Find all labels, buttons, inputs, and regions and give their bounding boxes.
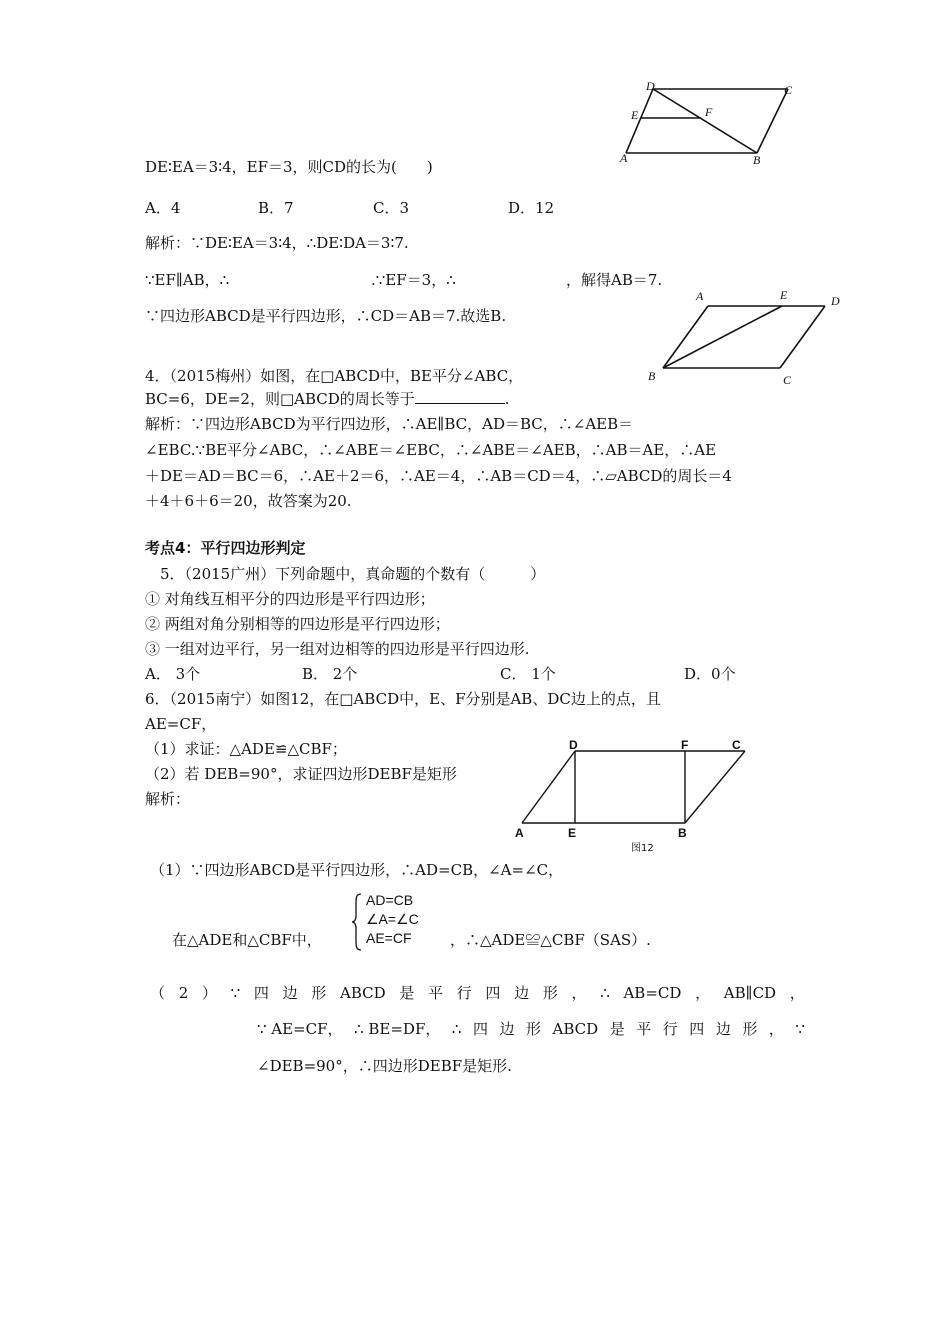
fig6-label-f: F bbox=[681, 738, 689, 752]
q5-option-b: B． 2个 bbox=[302, 665, 358, 683]
q3-solution-2a: ∵EF∥AB，∴ bbox=[145, 271, 230, 289]
system-eq-2: ∠A=∠C bbox=[366, 911, 419, 927]
q6-line-2: AE=CF， bbox=[145, 715, 217, 733]
q3-solution-2c: ，解得AB＝7. bbox=[566, 271, 663, 289]
fig3-label-c: C bbox=[784, 83, 793, 97]
q6-solution-1-post: ，∴△ADE≌△CBF（SAS）. bbox=[450, 931, 651, 949]
word: 形 bbox=[526, 1020, 542, 1038]
q4-solution-2: ∠EBC.∵BE平分∠ABC，∴∠ABE＝∠EBC，∴∠ABE＝∠AEB，∴AB＝AE，∴AE bbox=[145, 441, 717, 459]
fig6-caption: 图12 bbox=[631, 843, 654, 854]
fig3-label-f: F bbox=[705, 105, 713, 119]
word: 平 bbox=[428, 984, 444, 1002]
word: 四 bbox=[485, 984, 501, 1002]
word: ∵ bbox=[795, 1020, 805, 1038]
word: ABCD bbox=[552, 1020, 599, 1038]
fig4-label-c: C bbox=[783, 373, 792, 387]
q3-solution-3: ∵四边形ABCD是平行四边形，∴CD＝AB＝7.故选B. bbox=[145, 307, 507, 325]
fig6-label-a: A bbox=[515, 826, 524, 840]
word: 边 bbox=[514, 984, 530, 1002]
fig3-label-d: D bbox=[646, 79, 655, 93]
fig4-label-e: E bbox=[780, 288, 788, 302]
word: ） bbox=[201, 984, 217, 1002]
word: AB∥CD bbox=[723, 984, 777, 1002]
word: 是 bbox=[609, 1020, 625, 1038]
word: 边 bbox=[715, 1020, 731, 1038]
q3-option-a: A．4 bbox=[145, 199, 181, 217]
q5-stem: 5．（2015广州）下列命题中，真命题的个数有（ ） bbox=[160, 565, 546, 583]
q4-line-1: 4．（2015梅州）如图，在□ABCD中，BE平分∠ABC， bbox=[145, 367, 524, 385]
fig3-label-b: B bbox=[753, 153, 761, 167]
fig6-label-c: C bbox=[732, 738, 741, 752]
q4-answer-blank bbox=[415, 389, 505, 404]
word: 2 bbox=[178, 984, 189, 1002]
q6-solution-2-line-3: ∠DEB=90°，∴四边形DEBF是矩形. bbox=[257, 1057, 512, 1075]
word: 行 bbox=[456, 984, 472, 1002]
word: ABCD bbox=[339, 984, 386, 1002]
q6-solution-2-line-1 bbox=[150, 983, 805, 1003]
word: （ bbox=[150, 984, 166, 1002]
word: ∴ BE=DF， bbox=[354, 1020, 441, 1038]
word: 平 bbox=[636, 1020, 652, 1038]
figure-q3-parallelogram bbox=[610, 78, 810, 170]
q6-part-2: （2）若 DEB=90°，求证四边形DEBF是矩形 bbox=[145, 765, 457, 783]
word: 行 bbox=[662, 1020, 678, 1038]
word: 四 bbox=[689, 1020, 705, 1038]
q5-item-1: ① 对角线互相平分的四边形是平行四边形； bbox=[145, 590, 435, 608]
q3-solution-2b: .∵EF＝3，∴ bbox=[371, 271, 456, 289]
word: ∴ bbox=[600, 984, 610, 1002]
section-title: 考点4：平行四边形判定 bbox=[145, 539, 306, 557]
fig4-label-d: D bbox=[831, 294, 840, 308]
word: ， bbox=[768, 1020, 784, 1038]
fig3-label-a: A bbox=[620, 151, 628, 165]
figure-q6-parallelogram bbox=[505, 735, 765, 860]
word: ， bbox=[695, 984, 711, 1002]
fig6-label-b: B bbox=[678, 826, 687, 840]
q3-solution-1: 解析：∵DE∶EA＝3∶4，∴DE∶DA＝3∶7. bbox=[145, 234, 409, 252]
q6-solution-1: （1）∵四边形ABCD是平行四边形，∴AD=CB，∠A=∠C， bbox=[150, 861, 564, 879]
q6-line-1: 6．（2015南宁）如图12，在□ABCD中，E、F分别是AB、DC边上的点，且 bbox=[145, 690, 661, 708]
q3-option-b: B．7 bbox=[258, 199, 294, 217]
word: AB=CD bbox=[623, 984, 682, 1002]
word: 边 bbox=[499, 1020, 515, 1038]
word: 形 bbox=[542, 984, 558, 1002]
q5-item-2: ② 两组对角分别相等的四边形是平行四边形； bbox=[145, 615, 450, 633]
q5-option-a: A． 3个 bbox=[145, 665, 201, 683]
system-equations bbox=[366, 891, 419, 948]
q5-item-3: ③ 一组对边平行，另一组对边相等的四边形是平行四边形. bbox=[145, 640, 530, 658]
q6-solution-label: 解析： bbox=[145, 790, 191, 808]
fig6-label-e: E bbox=[568, 826, 577, 840]
fig6-label-d: D bbox=[569, 738, 578, 752]
fig4-label-a: A bbox=[696, 289, 704, 303]
q4-line-2-end: . bbox=[504, 390, 510, 408]
q4-solution-3: ＋DE＝AD＝BC＝6，∴AE＋2＝6，∴AE＝4，∴AB＝CD＝4，∴▱ABCD的周长＝4 bbox=[145, 467, 732, 485]
system-eq-1: AD=CB bbox=[366, 892, 414, 908]
word: ， bbox=[571, 984, 587, 1002]
word: ∴ bbox=[451, 1020, 462, 1038]
q3-stem: DE∶EA＝3∶4，EF＝3，则CD的长为( ) bbox=[145, 158, 433, 176]
word: 形 bbox=[742, 1020, 758, 1038]
word: 四 bbox=[253, 984, 269, 1002]
q4-solution-4: ＋4＋6＋6＝20，故答案为20. bbox=[145, 492, 352, 510]
word: 是 bbox=[399, 984, 415, 1002]
q3-option-c: C．3 bbox=[373, 199, 410, 217]
figure-q4-parallelogram bbox=[640, 283, 850, 391]
fig3-label-e: E bbox=[631, 108, 639, 122]
q3-option-d: D．12 bbox=[508, 199, 555, 217]
system-brace bbox=[350, 892, 364, 952]
word: ∵ bbox=[230, 984, 241, 1002]
fig4-label-b: B bbox=[648, 369, 656, 383]
q5-option-d: D．0个 bbox=[684, 665, 736, 683]
q6-part-1: （1）求证：△ADE≌△CBF； bbox=[145, 740, 347, 758]
word: 边 bbox=[282, 984, 298, 1002]
word: 形 bbox=[311, 984, 327, 1002]
word: ∵ AE=CF， bbox=[257, 1020, 343, 1038]
q6-solution-2-line-2 bbox=[257, 1019, 805, 1039]
q4-line-2 bbox=[145, 389, 510, 409]
system-eq-3: AE=CF bbox=[366, 930, 412, 946]
q6-solution-1-pre: 在△ADE和△CBF中， bbox=[172, 931, 322, 949]
q5-option-c: C． 1个 bbox=[500, 665, 556, 683]
word: 四 bbox=[472, 1020, 488, 1038]
word: ， bbox=[789, 984, 805, 1002]
q4-line-2-text: BC=6，DE=2，则□ABCD的周长等于 bbox=[145, 390, 415, 408]
q4-solution-1: 解析：∵四边形ABCD为平行四边形，∴AE∥BC，AD＝BC，∴∠AEB＝ bbox=[145, 415, 634, 433]
